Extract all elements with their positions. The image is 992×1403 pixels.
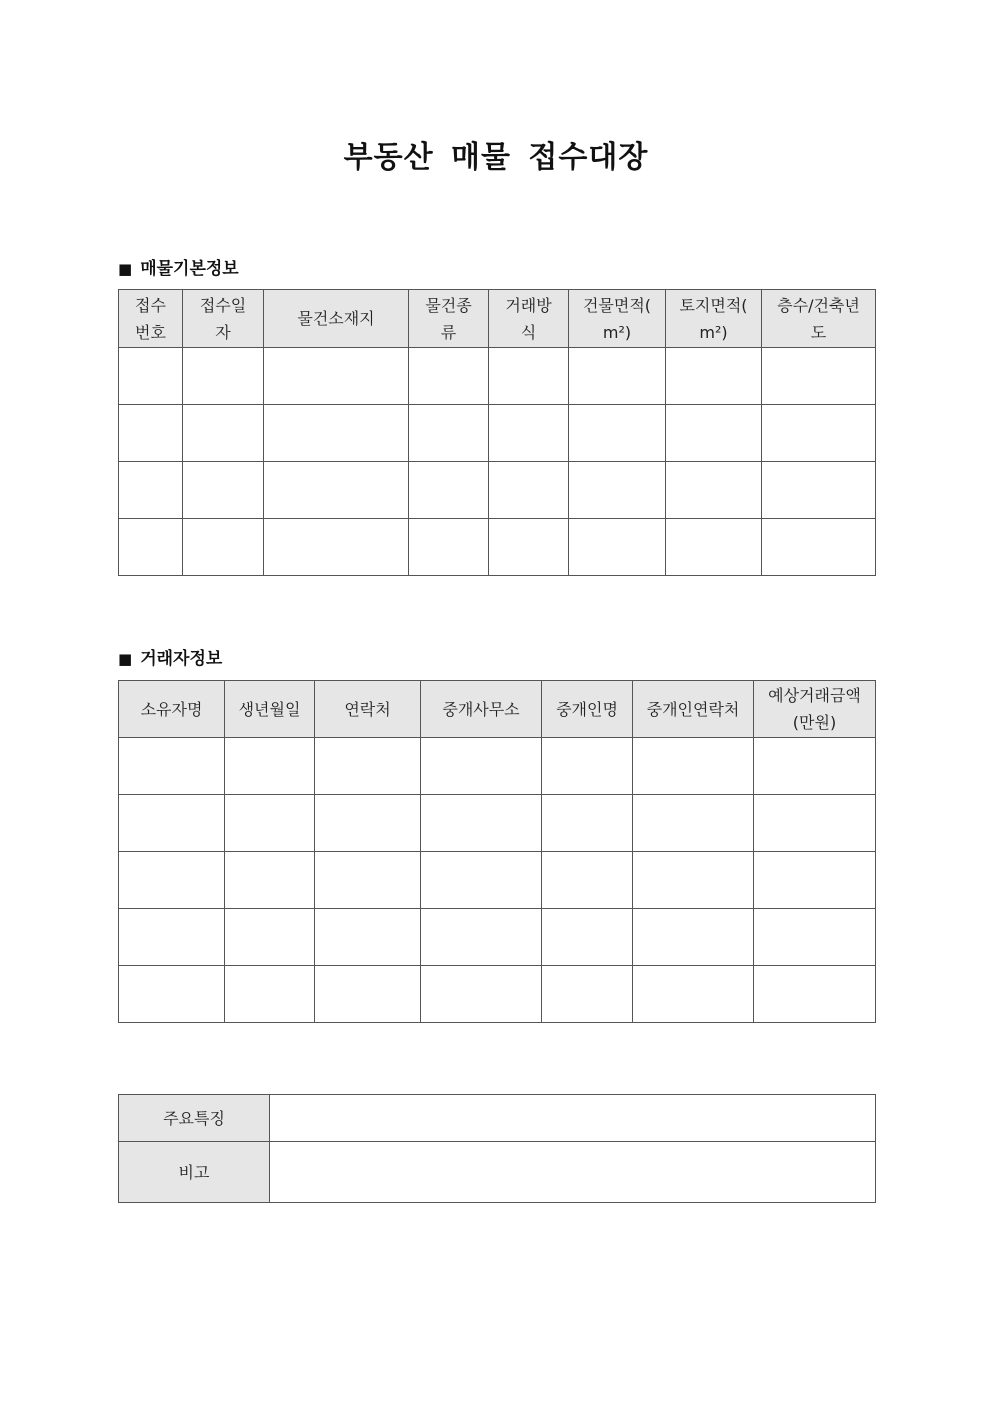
column-header <box>762 290 876 348</box>
table-row <box>119 462 876 519</box>
table-cell[interactable] <box>569 462 666 519</box>
table-header-row <box>119 290 876 348</box>
table-cell[interactable] <box>489 348 569 405</box>
table-cell[interactable] <box>762 348 876 405</box>
table-row <box>119 909 876 966</box>
table-cell[interactable] <box>225 795 315 852</box>
table-cell[interactable] <box>225 738 315 795</box>
section-heading-label: 거래자정보 <box>140 649 223 669</box>
page-title: 부동산 매물 접수대장 <box>343 140 649 175</box>
table-cell[interactable] <box>183 519 264 576</box>
table-row <box>119 738 876 795</box>
table-cell[interactable] <box>762 462 876 519</box>
column-header-text: 소유자명 <box>140 699 203 719</box>
table-cell[interactable] <box>315 795 421 852</box>
table-cell[interactable] <box>119 462 183 519</box>
column-header <box>754 681 876 738</box>
table-row <box>119 405 876 462</box>
table-cell[interactable] <box>409 462 489 519</box>
table-cell[interactable] <box>183 348 264 405</box>
remarks-field[interactable] <box>270 1142 876 1203</box>
table-cell[interactable] <box>315 852 421 909</box>
table-cell[interactable] <box>542 852 633 909</box>
table-cell[interactable] <box>119 795 225 852</box>
table-cell[interactable] <box>315 966 421 1023</box>
column-header <box>633 681 754 738</box>
table-cell[interactable] <box>119 909 225 966</box>
table-row <box>119 348 876 405</box>
table-cell[interactable] <box>633 909 754 966</box>
column-header-text: 접수 <box>135 295 166 315</box>
column-header <box>542 681 633 738</box>
column-header <box>489 290 569 348</box>
table-cell[interactable] <box>264 519 409 576</box>
column-header-text: 거래방 <box>505 295 552 315</box>
table-cell[interactable] <box>762 519 876 576</box>
table-cell[interactable] <box>754 738 876 795</box>
section-heading-property <box>118 254 239 279</box>
table-cell[interactable] <box>542 738 633 795</box>
table-cell[interactable] <box>754 852 876 909</box>
table-cell[interactable] <box>666 462 762 519</box>
column-header <box>666 290 762 348</box>
column-header-text: 식 <box>520 322 537 342</box>
column-header-text: 도 <box>810 322 827 342</box>
features-label: 주요특징 <box>119 1095 270 1142</box>
column-header-text: 예상거래금액 <box>768 686 861 705</box>
table-cell[interactable] <box>409 519 489 576</box>
table-cell[interactable] <box>119 405 183 462</box>
section-heading-label: 매물기본정보 <box>140 259 239 279</box>
notes-table <box>118 1094 876 1203</box>
column-header-text: 층수/건축년 <box>777 295 860 315</box>
table-cell[interactable] <box>542 795 633 852</box>
table-cell[interactable] <box>183 405 264 462</box>
table-cell[interactable] <box>666 348 762 405</box>
table-cell[interactable] <box>409 348 489 405</box>
table-cell[interactable] <box>489 405 569 462</box>
table-cell[interactable] <box>489 519 569 576</box>
table-cell[interactable] <box>421 852 542 909</box>
column-header <box>225 681 315 738</box>
property-info-table <box>118 289 876 576</box>
column-header-text: 중개사무소 <box>442 699 520 719</box>
table-cell[interactable] <box>421 738 542 795</box>
table-cell[interactable] <box>633 852 754 909</box>
table-cell[interactable] <box>119 519 183 576</box>
column-header-text: 토지면적( <box>679 295 748 315</box>
table-cell[interactable] <box>754 909 876 966</box>
square-bullet-icon: ■ <box>118 260 133 278</box>
square-bullet-icon: ■ <box>118 650 133 668</box>
table-cell[interactable] <box>754 966 876 1023</box>
table-cell[interactable] <box>119 852 225 909</box>
table-cell[interactable] <box>119 348 183 405</box>
table-cell[interactable] <box>569 405 666 462</box>
column-header-text: 중개인연락처 <box>646 699 740 719</box>
table-cell[interactable] <box>119 966 225 1023</box>
table-cell[interactable] <box>489 462 569 519</box>
table-cell[interactable] <box>569 519 666 576</box>
column-header-text: (만원) <box>792 713 837 732</box>
column-header <box>119 681 225 738</box>
column-header-text: 연락처 <box>344 699 391 719</box>
column-header-text: 생년월일 <box>238 699 301 719</box>
table-cell[interactable] <box>409 405 489 462</box>
table-cell[interactable] <box>421 909 542 966</box>
table-cell[interactable] <box>666 519 762 576</box>
column-header <box>315 681 421 738</box>
table-header-row <box>119 681 876 738</box>
column-header <box>119 290 183 348</box>
column-header <box>569 290 666 348</box>
table-cell[interactable] <box>666 405 762 462</box>
features-field[interactable] <box>270 1095 876 1142</box>
table-cell[interactable] <box>225 852 315 909</box>
column-header-text: m²) <box>699 322 728 342</box>
column-header-text: 류 <box>440 322 457 342</box>
table-row <box>119 519 876 576</box>
table-cell[interactable] <box>119 738 225 795</box>
table-cell[interactable] <box>762 405 876 462</box>
table-row <box>119 1142 876 1203</box>
table-cell[interactable] <box>264 348 409 405</box>
column-header <box>264 290 409 348</box>
table-row <box>119 1095 876 1142</box>
trader-info-table <box>118 680 876 1023</box>
column-header-text: 번호 <box>135 322 166 342</box>
table-cell[interactable] <box>183 462 264 519</box>
column-header-text: 물건소재지 <box>297 309 375 328</box>
column-header <box>183 290 264 348</box>
table-cell[interactable] <box>225 966 315 1023</box>
table-row <box>119 852 876 909</box>
column-header-text: 건물면적( <box>582 295 652 315</box>
table-cell[interactable] <box>633 795 754 852</box>
table-cell[interactable] <box>542 966 633 1023</box>
table-cell[interactable] <box>569 348 666 405</box>
table-row <box>119 966 876 1023</box>
remarks-label: 비고 <box>119 1142 270 1203</box>
table-cell[interactable] <box>315 738 421 795</box>
table-cell[interactable] <box>633 738 754 795</box>
column-header-text: 중개인명 <box>556 699 618 719</box>
table-cell[interactable] <box>754 795 876 852</box>
column-header <box>421 681 542 738</box>
table-cell[interactable] <box>542 909 633 966</box>
section-heading-trader <box>118 644 222 669</box>
column-header-text: 자 <box>215 322 231 342</box>
table-cell[interactable] <box>264 405 409 462</box>
table-cell[interactable] <box>421 795 542 852</box>
table-cell[interactable] <box>633 966 754 1023</box>
table-cell[interactable] <box>225 909 315 966</box>
column-header-text: m²) <box>602 322 632 342</box>
table-cell[interactable] <box>421 966 542 1023</box>
column-header-text: 물건종 <box>425 295 472 315</box>
table-cell[interactable] <box>264 462 409 519</box>
column-header <box>409 290 489 348</box>
table-row <box>119 795 876 852</box>
table-cell[interactable] <box>315 909 421 966</box>
column-header-text: 접수일 <box>199 295 247 315</box>
